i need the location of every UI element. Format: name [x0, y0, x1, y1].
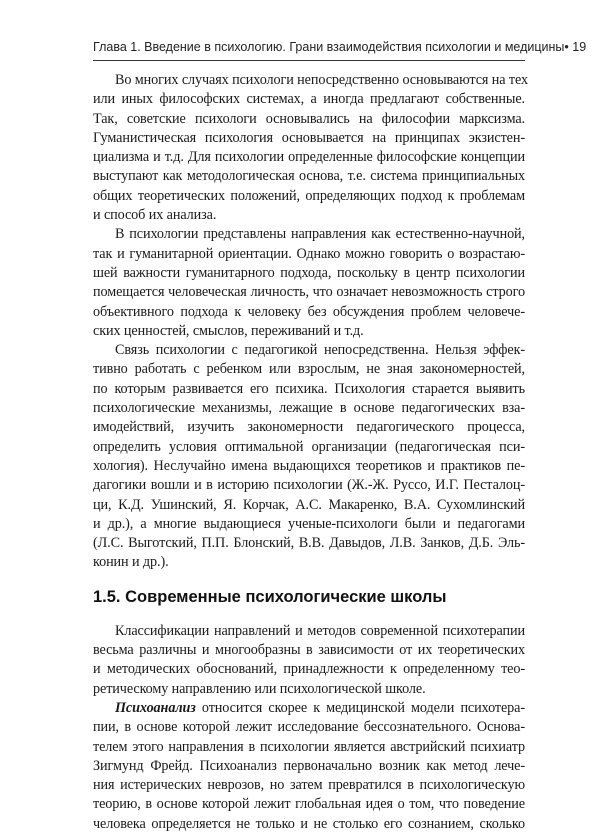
text-line: выступают как методологическая основа, т.е. система принципиальных: [93, 168, 525, 185]
text-line: так и гуманитарной ориентации. Однако можно говорить о возрастаю-: [93, 245, 525, 262]
page-body: [93, 71, 529, 834]
text-line: Связь психологии с педагогикой непосредственна. Нельзя эффек-: [115, 342, 525, 359]
text-line: Гуманистическая психология основывается на принципах экзистен-: [93, 129, 525, 146]
text-line: ретическому направлению или психологической школе.: [93, 680, 426, 697]
text-line: пии, в основе которой лежит исследование бессознательного. Основа-: [93, 719, 525, 736]
text-line: [93, 699, 525, 718]
text-line: дагогики вошли и в историю психологии (Ж.-Ж. Руссо, И.Г. Песталоц-: [93, 477, 525, 494]
text-line: теорию, в основе которой лежит глобальная идея о том, что поведение: [93, 796, 525, 813]
text-line: по которым развивается его психика. Психология старается выявить: [93, 380, 525, 397]
paragraph-5: [93, 699, 525, 834]
text-line: конин и др.).: [93, 554, 169, 571]
text-fragment: относится скорее к медицинской модели психотера-: [195, 699, 525, 716]
text-line: человека определяется не только и не столько его сознанием, сколько: [93, 815, 525, 832]
text-line: или иных философских системах, а иногда предлагают собственные.: [93, 91, 525, 108]
term-psychoanalysis: Психоанализ: [115, 699, 196, 716]
paragraph-2: [93, 225, 525, 341]
text-line: В психологии представлены направления как естественно-научной,: [115, 226, 525, 243]
paragraph-4: [93, 622, 525, 699]
text-line: Классификации направлений и методов современной психотерапии: [115, 622, 525, 639]
section-heading: 1.5. Современные психологические школы: [93, 587, 447, 606]
text-line: Во многих случаях психологи непосредственно основываются на тех: [115, 72, 529, 88]
text-line: ци, К.Д. Ушинский, Я. Корчак, А.С. Макаренко, В.А. Сухомлинский: [93, 496, 525, 513]
chapter-title: Глава 1. Введение в психологию. Грани взаимодействия психологии и медицины: [93, 40, 565, 54]
paragraph-3: [93, 341, 525, 573]
page-number-block: [564, 40, 586, 54]
text-line: определить условия оптимальной организации (педагогическая пси-: [93, 438, 525, 455]
header-rule: [93, 60, 525, 61]
page-number: 19: [572, 40, 587, 54]
text-line: имодействий, изучить закономерности педагогического процесса,: [93, 419, 525, 436]
text-line: объективного подхода к человеку без обсуждения проблем человече-: [93, 303, 525, 320]
text-line: тивно работать с ребенком или взрослым, не зная закономерностей,: [93, 361, 525, 378]
text-line: весьма различны и многообразны в зависимости от их теоретических: [93, 642, 525, 659]
text-line: психологические механизмы, лежащие в основе педагогических вза-: [93, 400, 525, 417]
paragraph-1: [93, 71, 529, 225]
text-line: ния истерических неврозов, но затем превратился в психологическую: [93, 777, 525, 794]
text-line: (Л.С. Выготский, П.П. Блонский, В.В. Давыдов, Л.В. Занков, Д.Б. Эль-: [93, 535, 525, 552]
text-line: ских ценностей, смыслов, переживаний и т.д.: [93, 322, 364, 339]
page-marker: •: [564, 40, 569, 54]
text-line: и методических обоснований, принадлежности к определенному тео-: [93, 661, 525, 678]
running-head: [93, 40, 587, 54]
text-line: циализма и т.д. Для психологии определенные философские концепции: [93, 149, 525, 166]
text-line: Зигмунд Фрейд. Психоанализ первоначально возник как метод лече-: [93, 757, 525, 774]
text-line: телем этого направления в психологии является австрийский психиатр: [93, 738, 525, 755]
text-line: и др.), а многие выдающиеся ученые-психологи были и педагогами: [93, 515, 525, 532]
text-line: хология). Неслучайно имена выдающихся теоретиков и практиков пе-: [93, 457, 525, 474]
text-line: шей важности гуманитарного подхода, поскольку в центр психологии: [93, 264, 525, 281]
text-line: помещается человеческая личность, что означает невозможность строго: [93, 284, 525, 301]
text-line: общих теоретических положений, определяющих подход к проблемам: [93, 187, 525, 204]
text-line: Так, советские психологи основывались на философии марксизма.: [93, 110, 525, 127]
text-line: и способ их анализа.: [93, 207, 217, 224]
